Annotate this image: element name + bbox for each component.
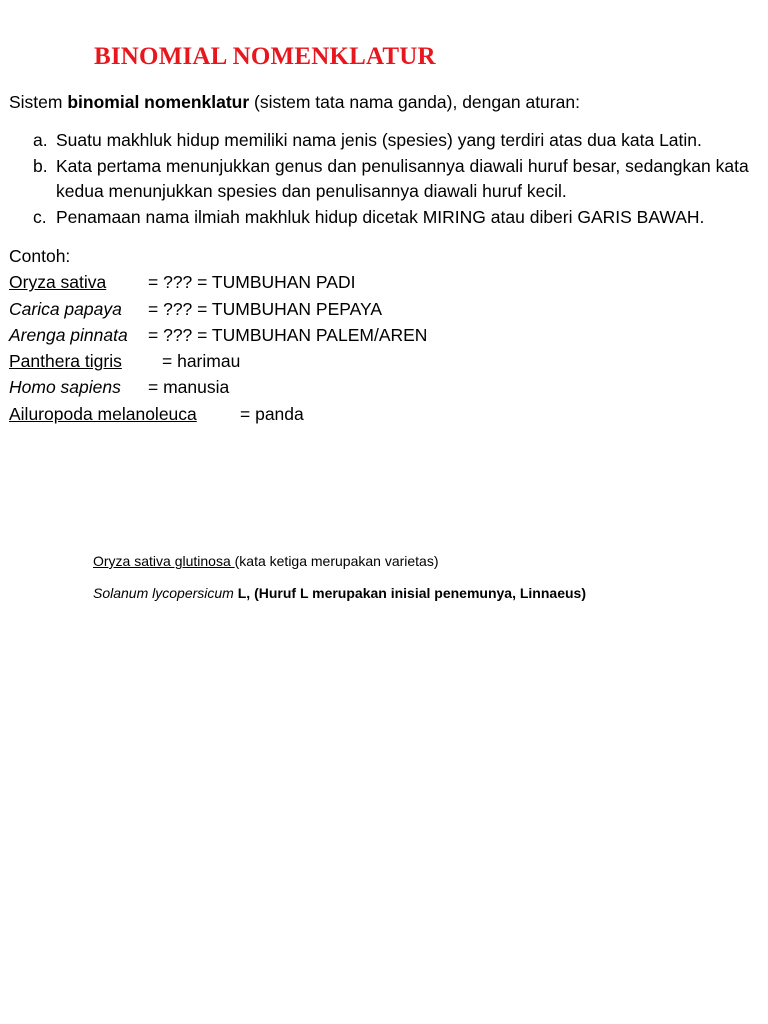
example-scientific-name: Carica papaya bbox=[9, 298, 122, 319]
note-row bbox=[93, 553, 439, 569]
examples-section bbox=[9, 243, 428, 427]
example-row bbox=[9, 296, 383, 322]
example-common-name: = panda bbox=[240, 403, 304, 424]
example-row bbox=[9, 401, 304, 427]
example-row bbox=[9, 348, 241, 374]
example-common-name: = manusia bbox=[148, 377, 230, 398]
examples-label: Contoh: bbox=[9, 246, 71, 266]
intro-paragraph bbox=[9, 92, 580, 113]
intro-prefix: Sistem bbox=[9, 92, 68, 112]
note-scientific-name: Solanum lycopersicum bbox=[93, 585, 234, 601]
note-explanation: L, (Huruf L merupakan inisial penemunya, Linnaeus) bbox=[233, 585, 586, 601]
example-scientific-name: Arenga pinnata bbox=[9, 324, 128, 345]
example-common-name: = harimau bbox=[162, 351, 241, 372]
rule-marker: a. bbox=[33, 130, 48, 150]
example-common-name: = ??? = TUMBUHAN PADI bbox=[148, 272, 356, 293]
example-row bbox=[9, 269, 356, 295]
example-scientific-name: Homo sapiens bbox=[9, 377, 121, 398]
example-scientific-name: Panthera tigris bbox=[9, 351, 122, 372]
rule-text: Penamaan nama ilmiah makhluk hidup dicetak MIRING atau diberi GARIS BAWAH. bbox=[56, 206, 705, 227]
intro-suffix: (sistem tata nama ganda), dengan aturan: bbox=[249, 92, 580, 112]
rule-marker: b. bbox=[33, 155, 48, 176]
note-scientific-name: Oryza sativa glutinosa bbox=[93, 553, 235, 569]
example-row bbox=[9, 374, 230, 400]
rule-text: Suatu makhluk hidup memiliki nama jenis (spesies) yang terdiri atas dua kata Latin. bbox=[56, 130, 702, 150]
rules-list bbox=[33, 128, 763, 230]
example-scientific-name: Oryza sativa bbox=[9, 272, 107, 293]
rule-marker: c. bbox=[33, 206, 47, 227]
intro-bold-term: binomial nomenklatur bbox=[67, 92, 250, 112]
rule-item bbox=[33, 154, 763, 205]
note-explanation: (kata ketiga merupakan varietas) bbox=[234, 553, 439, 569]
example-scientific-name: Ailuropoda melanoleuca bbox=[9, 403, 197, 424]
page-title: BINOMIAL NOMENKLATUR bbox=[94, 43, 436, 70]
rule-item bbox=[33, 128, 763, 154]
example-common-name: = ??? = TUMBUHAN PEPAYA bbox=[148, 298, 383, 319]
examples-label-row bbox=[9, 243, 70, 269]
rule-text: Kata pertama menunjukkan genus dan penulisannya diawali huruf besar, sedangkan kata kedua menunjukkan spesies dan penulisannya diawali huruf kecil. bbox=[56, 155, 749, 201]
note-row bbox=[93, 585, 586, 601]
example-common-name: = ??? = TUMBUHAN PALEM/AREN bbox=[148, 324, 428, 345]
example-row bbox=[9, 322, 428, 348]
rule-item bbox=[33, 205, 763, 231]
